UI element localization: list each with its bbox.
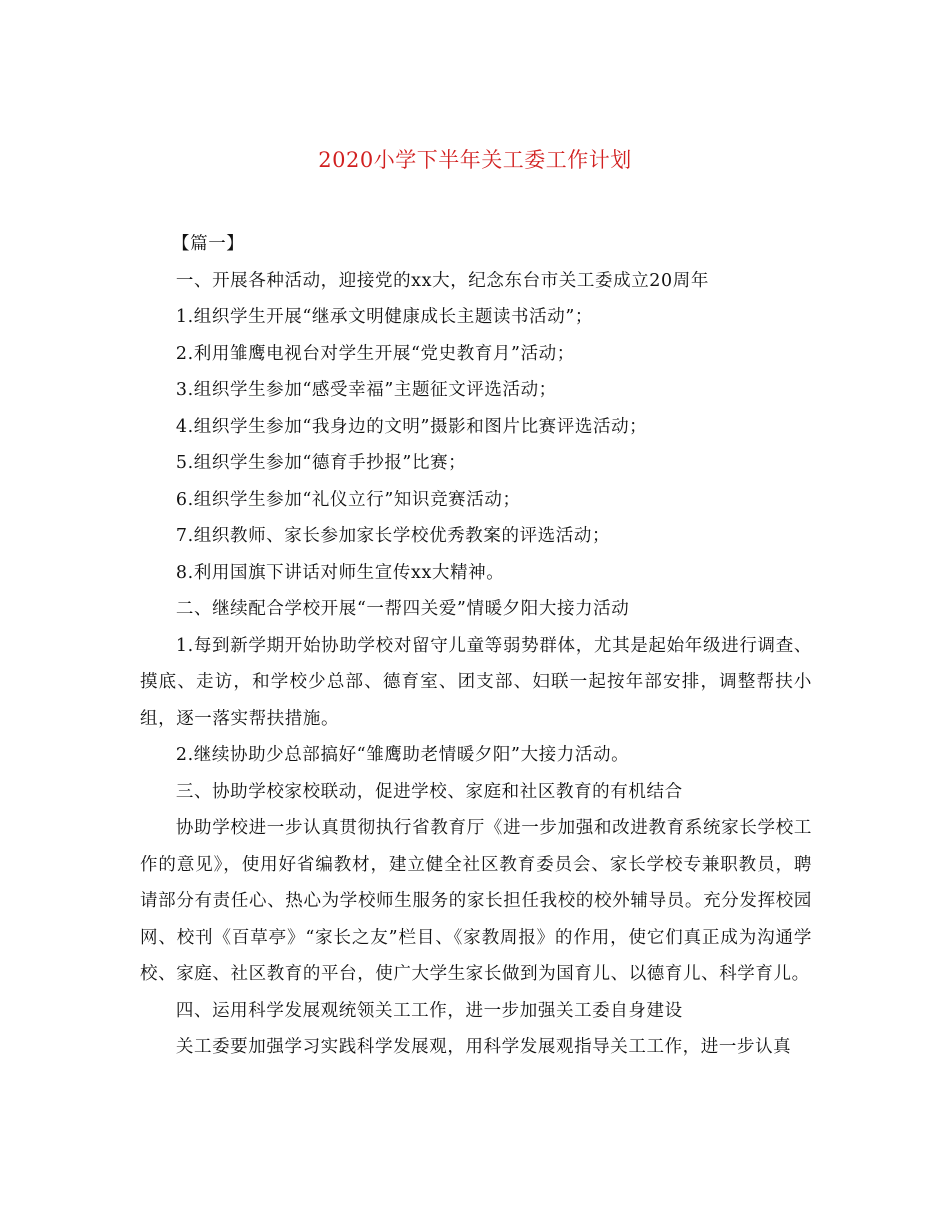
body-paragraph: 协助学校进一步认真贯彻执行省教育厅《进一步加强和改进教育系统家长学校工作的意见》，使用好省编教材，建立健全社区教育委员会、家长学校专兼职教员，聘请部分有责任心、热心为学校师生服务的家长担任我校的校外辅导员。充分发挥校园网、校刊《百草亭》“家长之友”栏目、《家教周报》的作用，使它们真正成为沟通学校、家庭、社区教育的平台，使广大学生家长做到为国育儿、以德育儿、科学育儿。	[140, 818, 812, 984]
list-item: 5.组织学生参加“德育手抄报”比赛；	[175, 453, 467, 473]
list-item: 2.利用雏鹰电视台对学生开展“党史教育月”活动；	[175, 343, 575, 364]
section-heading: 一、开展各种活动，迎接党的xx大，纪念东台市关工委成立20周年	[175, 270, 709, 291]
document-title: 2020小学下半年关工委工作计划	[318, 148, 632, 172]
body-paragraph: 关工委要加强学习实践科学发展观，用科学发展观指导关工工作，进一步认真	[175, 1037, 792, 1057]
list-item: 1.每到新学期开始协助学校对留守儿童等弱势群体，尤其是起始年级进行调查、摸底、走访，和学校少总部、德育室、团支部、妇联一起按年部安排，调整帮扶小组，逐一落实帮扶措施。	[140, 635, 812, 729]
list-item: 8.利用国旗下讲话对师生宣传xx大精神。	[175, 562, 505, 583]
list-item: 7.组织教师、家长参加家长学校优秀教案的评选活动；	[175, 526, 611, 546]
section-tag: 【篇一】	[172, 234, 245, 254]
section-heading: 二、继续配合学校开展“一帮四关爱”情暖夕阳大接力活动	[175, 599, 630, 619]
list-item: 4.组织学生参加“我身边的文明”摄影和图片比赛评选活动；	[175, 416, 648, 437]
section-heading: 三、协助学校家校联动，促进学校、家庭和社区教育的有机结合	[175, 781, 683, 802]
list-item: 6.组织学生参加“礼仪立行”知识竞赛活动；	[175, 489, 521, 510]
list-item: 2.继续协助少总部搞好“雏鹰助老情暖夕阳”大接力活动。	[175, 745, 630, 765]
document-body	[140, 226, 812, 1066]
list-item: 3.组织学生参加“感受幸福”主题征文评选活动；	[175, 380, 557, 400]
list-item: 1.组织学生开展“继承文明健康成长主题读书活动”；	[175, 307, 593, 327]
section-heading: 四、运用科学发展观统领关工工作，进一步加强关工委自身建设	[175, 1000, 683, 1021]
